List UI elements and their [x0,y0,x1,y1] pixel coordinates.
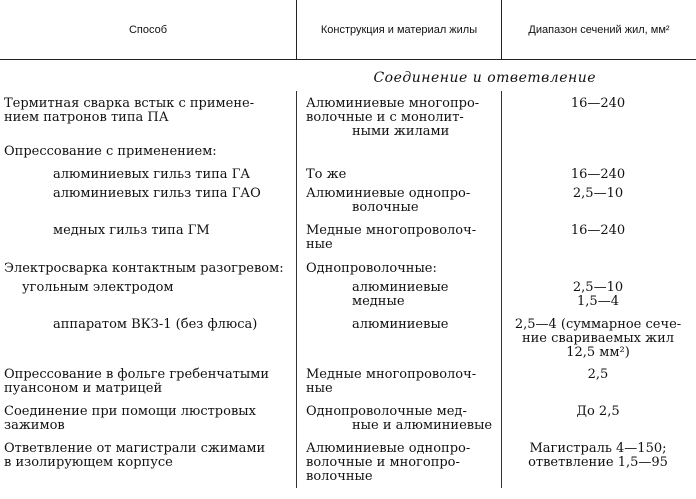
table-row-method: медных гильз типа ГМ [53,223,210,238]
table-row-method: Соединение при помощи люстровых [4,404,256,419]
table-row-construction: волочные и многопро- [306,455,460,470]
table-row-construction: волочные и с монолит- [306,110,464,125]
table-row-method: угольным электродом [22,280,174,295]
table-row-method: в изолирующем корпусе [4,455,173,470]
table-row-range: До 2,5 [576,404,620,419]
table-row-construction: волочные [352,200,419,215]
table-row-method: зажимов [4,418,65,433]
table-row-method: аппаратом ВКЗ-1 (без флюса) [53,317,258,332]
table-row-construction: медные [352,294,405,309]
table-row-construction: ные [306,381,333,396]
table-row-method: пуансоном и матрицей [4,381,163,396]
header-range: Диапазон сечений жил, мм² [528,23,670,36]
table-row-method: Опрессование в фольге гребенчатыми [4,367,270,382]
table-row-construction: волочные [306,469,373,484]
table-row-method: алюминиевых гильз типа ГА [53,167,251,182]
table-row-range: ние свариваемых жил [521,331,675,346]
header-method: Способ [128,23,168,36]
header-cell-construction [297,0,502,60]
table-row-construction: То же [306,167,347,182]
table-row-method: Термитная сварка встык с примене- [4,96,255,111]
table-row-construction: Медные многопроволоч- [306,367,477,382]
column-divider-1 [296,91,297,488]
table-row-range: 2,5—10 [572,186,624,201]
section-title: Соединение и ответвление [373,70,596,86]
table-row-range: 2,5—10 [572,280,624,295]
table-row-range: 2,5 [587,367,609,382]
table-row-range: 16—240 [570,223,626,238]
table-row-range: 16—240 [570,167,626,182]
table-row-construction: Алюминиевые однопро- [306,186,471,201]
table-row-construction: алюминиевые [352,280,449,295]
table-row-method: нием патронов типа ПА [4,110,169,125]
table-row-method: Ответвление от магистрали сжимами [4,441,266,456]
table-row-construction: Медные многопроволоч- [306,223,477,238]
column-divider-2 [501,91,502,488]
table-row-construction: ные [306,237,333,252]
table-row-range: 2,5—4 (суммарное сече- [514,317,682,332]
table-row-range: Магистраль 4—150; [529,441,667,456]
table-row-range: 12,5 мм²) [566,345,630,360]
table-row-range: 16—240 [570,96,626,111]
table-row-range: 1,5—4 [577,294,619,309]
header-cell-method [0,0,297,60]
table-row-construction: ные и алюминиевые [352,418,493,433]
table-row-method: алюминиевых гильз типа ГАО [53,186,261,201]
table-row-method: Электросварка контактным разогревом: [4,261,284,276]
table-row-construction: Однопроволочные мед- [306,404,467,419]
table-row-range: ответвление 1,5—95 [528,455,668,470]
table-row-construction: ными жилами [352,124,450,139]
header-cell-range [502,0,696,60]
table-row-construction: Алюминиевые однопро- [306,441,471,456]
table-row-construction: Алюминиевые многопро- [306,96,480,111]
table-row-method: Опрессование с применением: [4,144,217,159]
table-row-construction: алюминиевые [352,317,449,332]
table-row-construction: Однопроволочные: [306,261,437,276]
header-construction: Конструкция и материал жилы [320,23,478,36]
